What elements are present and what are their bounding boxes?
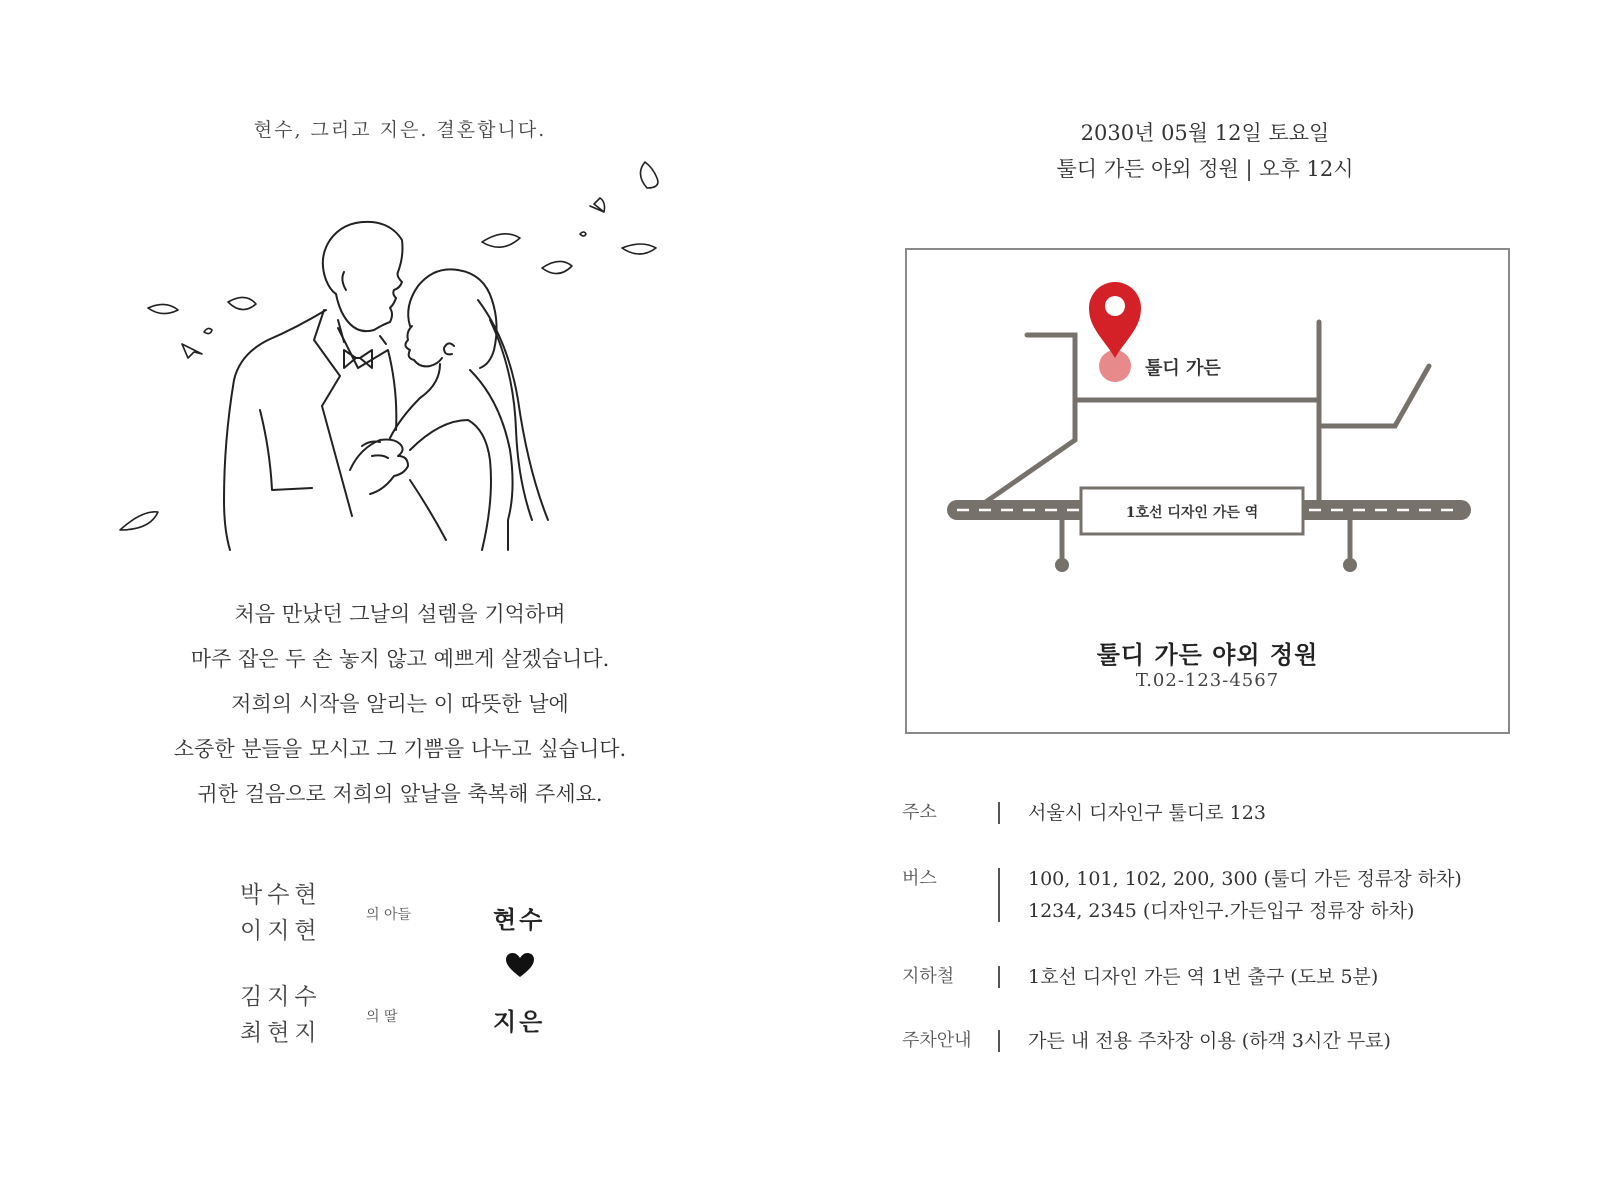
ceremony-date: 2030년 05월 12일 토요일 bbox=[1080, 121, 1330, 145]
heart-icon bbox=[505, 952, 535, 978]
info-text-parking: 가든 내 전용 주차장 이용 (하객 3시간 무료) bbox=[1028, 1030, 1391, 1052]
couple-illustration bbox=[110, 150, 690, 560]
info-separator bbox=[998, 966, 1000, 988]
info-text-bus-2: 1234, 2345 (디자인구.가든입구 정류장 하차) bbox=[1028, 900, 1415, 922]
info-label-bus: 버스 bbox=[902, 868, 937, 889]
message-line: 귀한 걸음으로 저희의 앞날을 축복해 주세요. bbox=[197, 782, 603, 806]
info-label-address: 주소 bbox=[902, 802, 937, 823]
invitation-message bbox=[130, 592, 670, 817]
info-separator bbox=[998, 868, 1000, 922]
station-label: 1호선 디자인 가든 역 bbox=[1125, 505, 1259, 521]
info-text-subway: 1호선 디자인 가든 역 1번 출구 (도보 5분) bbox=[1028, 966, 1379, 988]
location-map bbox=[905, 248, 1510, 734]
info-label-parking: 주차안내 bbox=[902, 1030, 972, 1051]
message-line: 마주 잡은 두 손 놓지 않고 예쁘게 살겠습니다. bbox=[190, 647, 610, 671]
petal-icon bbox=[120, 162, 658, 530]
info-text-bus-1: 100, 101, 102, 200, 300 (툴디 가든 정류장 하차) bbox=[1028, 868, 1462, 890]
message-line: 처음 만났던 그날의 설렘을 기억하며 bbox=[234, 602, 566, 626]
message-line: 저희의 시작을 알리는 이 따뜻한 날에 bbox=[231, 692, 569, 716]
groom-name: 현수 bbox=[493, 905, 546, 934]
ceremony-venue-time: 툴디 가든 야외 정원 | 오후 12시 bbox=[1056, 157, 1354, 181]
map-pin-icon bbox=[1089, 282, 1141, 358]
ceremony-datetime bbox=[900, 115, 1510, 187]
bride-mother-name: 최현지 bbox=[240, 1020, 322, 1046]
map-stop-dots bbox=[1055, 558, 1357, 572]
groom-father-name: 박수현 bbox=[240, 882, 322, 908]
info-separator bbox=[998, 1030, 1000, 1052]
info-text-address: 서울시 디자인구 툴디로 123 bbox=[1028, 802, 1266, 824]
bride-name: 지은 bbox=[493, 1007, 546, 1036]
bride-relation: 의 딸 bbox=[366, 1009, 398, 1025]
venue-phone: T.02-123-4567 bbox=[1135, 670, 1280, 691]
message-line: 소중한 분들을 모시고 그 기쁨을 나누고 싶습니다. bbox=[173, 737, 627, 761]
venue-name: 툴디 가든 야외 정원 bbox=[1096, 640, 1319, 669]
groom-mother-name: 이지현 bbox=[240, 918, 322, 944]
bride-father-name: 김지수 bbox=[240, 984, 322, 1010]
groom-relation: 의 아들 bbox=[366, 907, 412, 923]
pin-label: 툴디 가든 bbox=[1145, 358, 1221, 379]
info-separator bbox=[998, 802, 1000, 824]
info-label-subway: 지하철 bbox=[902, 966, 955, 987]
invitation-heading: 현수, 그리고 지은. 결혼합니다. bbox=[253, 119, 547, 141]
